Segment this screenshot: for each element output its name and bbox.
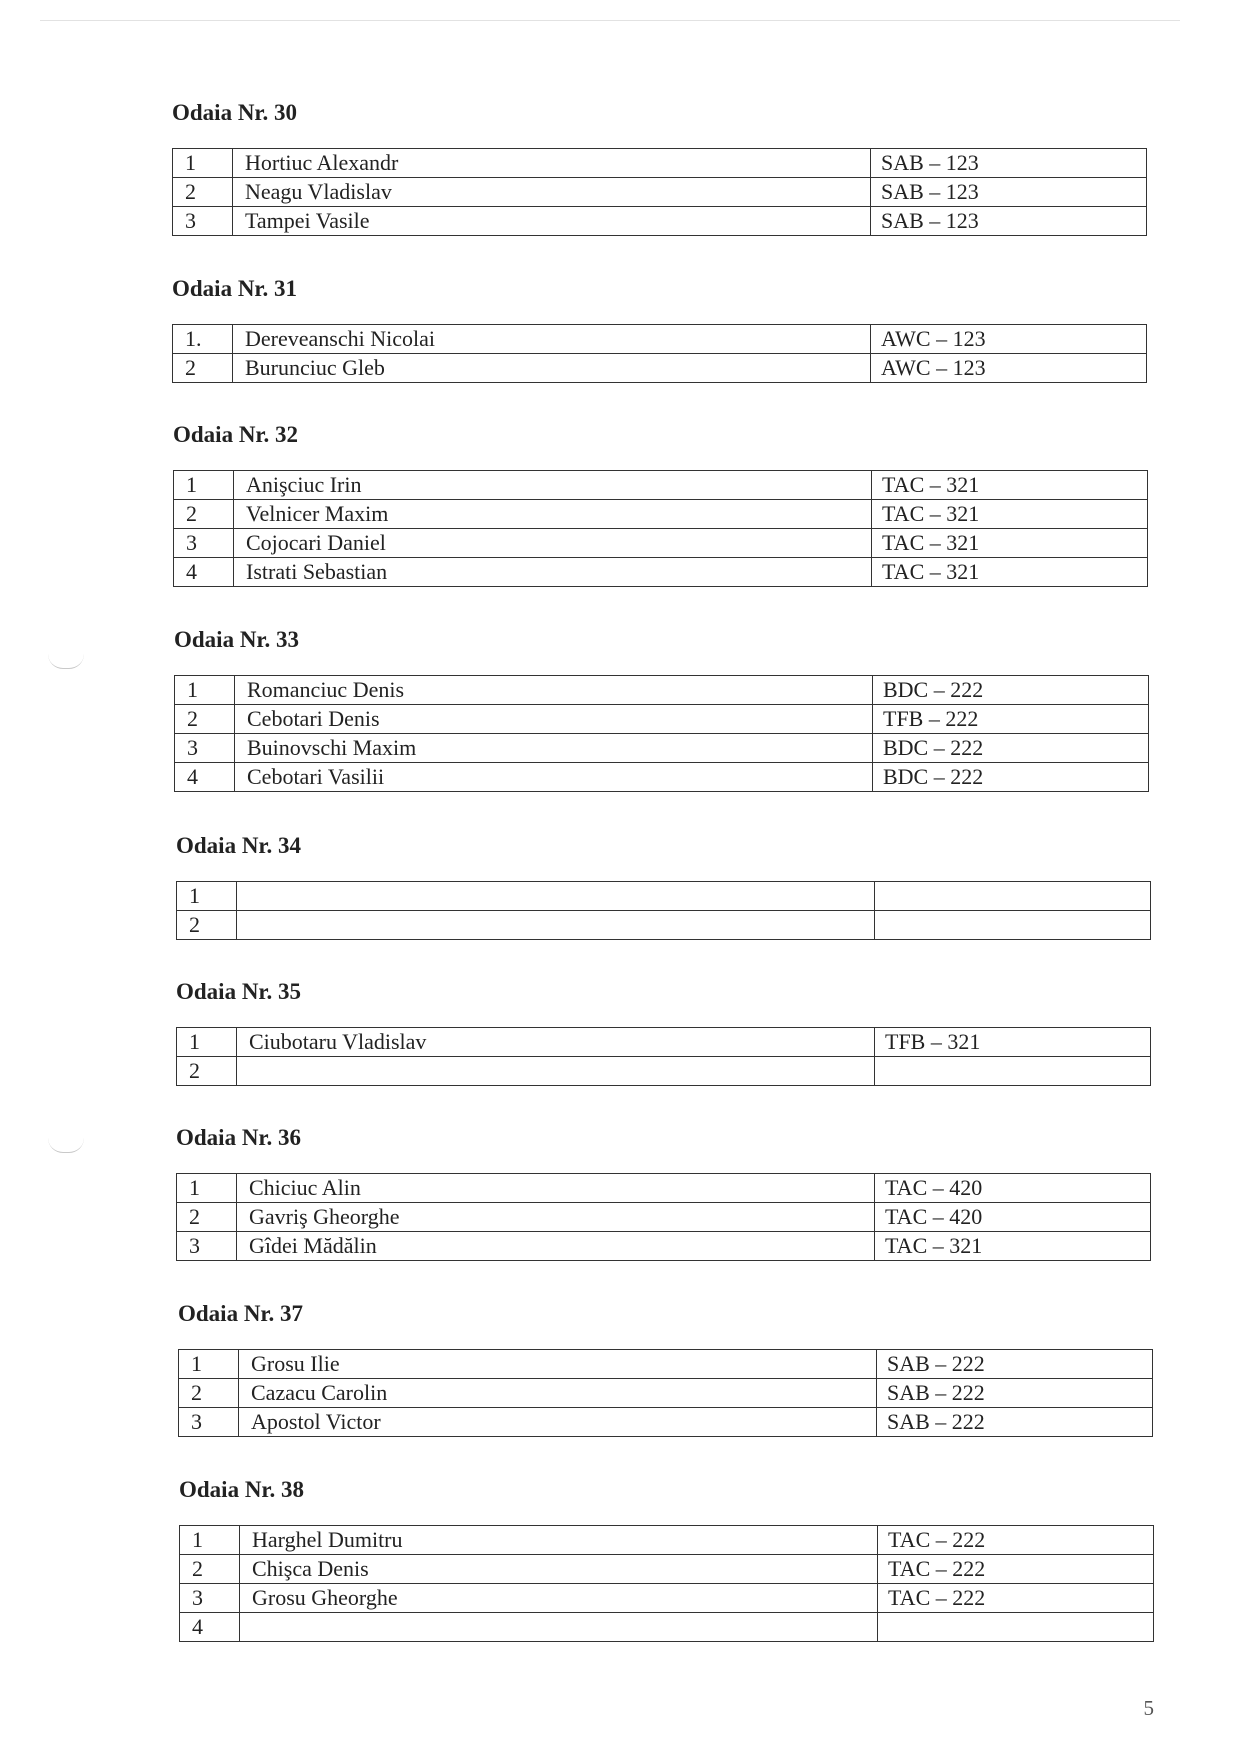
table-row bbox=[177, 1057, 1151, 1086]
room-title: Odaia Nr. 30 bbox=[172, 100, 298, 125]
student-name: Chişca Denis bbox=[240, 1555, 878, 1584]
student-group: TFB – 321 bbox=[875, 1028, 1151, 1057]
table-row bbox=[177, 1232, 1151, 1261]
room-title: Odaia Nr. 36 bbox=[176, 1125, 302, 1150]
room-title: Odaia Nr. 33 bbox=[174, 627, 300, 652]
student-name: Apostol Victor bbox=[239, 1408, 877, 1437]
student-name bbox=[240, 1613, 878, 1642]
student-name: Dereveanschi Nicolai bbox=[233, 325, 871, 354]
student-group: TAC – 321 bbox=[872, 529, 1148, 558]
table-row bbox=[173, 325, 1147, 354]
table-row bbox=[173, 207, 1147, 236]
page-number: 5 bbox=[1143, 1696, 1154, 1720]
table-row bbox=[173, 149, 1147, 178]
student-name: Cebotari Denis bbox=[235, 705, 873, 734]
table-row bbox=[174, 471, 1148, 500]
row-number: 1 bbox=[173, 149, 233, 178]
student-name: Grosu Ilie bbox=[239, 1350, 877, 1379]
row-number: 2 bbox=[177, 911, 237, 940]
table-row bbox=[177, 1174, 1151, 1203]
room-table bbox=[174, 675, 1149, 792]
table-row bbox=[179, 1408, 1153, 1437]
room-title: Odaia Nr. 31 bbox=[172, 276, 298, 301]
table-row bbox=[173, 178, 1147, 207]
room-section bbox=[178, 1301, 1153, 1437]
room-table bbox=[176, 1173, 1151, 1261]
room-table bbox=[172, 324, 1147, 383]
room-table bbox=[178, 1349, 1153, 1437]
student-group: TAC – 222 bbox=[878, 1555, 1154, 1584]
row-number: 1 bbox=[175, 676, 235, 705]
student-name: Neagu Vladislav bbox=[233, 178, 871, 207]
room-title: Odaia Nr. 35 bbox=[176, 979, 302, 1004]
student-name bbox=[237, 1057, 875, 1086]
row-number: 1 bbox=[174, 471, 234, 500]
student-group: SAB – 123 bbox=[871, 207, 1147, 236]
room-section bbox=[172, 276, 1147, 383]
table-row bbox=[179, 1350, 1153, 1379]
student-group: BDC – 222 bbox=[873, 763, 1149, 792]
room-table bbox=[179, 1525, 1154, 1642]
row-number: 1 bbox=[177, 1174, 237, 1203]
student-group: BDC – 222 bbox=[873, 734, 1149, 763]
student-group: AWC – 123 bbox=[871, 354, 1147, 383]
student-name: Romanciuc Denis bbox=[235, 676, 873, 705]
student-name: Cazacu Carolin bbox=[239, 1379, 877, 1408]
student-group: SAB – 123 bbox=[871, 149, 1147, 178]
row-number: 1 bbox=[177, 882, 237, 911]
row-number: 3 bbox=[180, 1584, 240, 1613]
student-group bbox=[875, 1057, 1151, 1086]
row-number: 3 bbox=[175, 734, 235, 763]
row-number: 3 bbox=[179, 1408, 239, 1437]
room-section bbox=[174, 627, 1149, 792]
student-group: AWC – 123 bbox=[871, 325, 1147, 354]
table-row bbox=[174, 500, 1148, 529]
student-group: TAC – 321 bbox=[872, 558, 1148, 587]
row-number: 4 bbox=[180, 1613, 240, 1642]
room-table bbox=[176, 1027, 1151, 1086]
student-name: Gîdei Mădălin bbox=[237, 1232, 875, 1261]
room-section bbox=[179, 1477, 1154, 1642]
room-section bbox=[176, 1125, 1151, 1261]
student-name: Hortiuc Alexandr bbox=[233, 149, 871, 178]
student-name bbox=[237, 882, 875, 911]
row-number: 3 bbox=[174, 529, 234, 558]
row-number: 2 bbox=[179, 1379, 239, 1408]
room-section bbox=[176, 979, 1151, 1086]
student-group: TFB – 222 bbox=[873, 705, 1149, 734]
student-group: TAC – 321 bbox=[872, 471, 1148, 500]
room-section bbox=[173, 422, 1148, 587]
row-number: 1. bbox=[173, 325, 233, 354]
row-number: 4 bbox=[175, 763, 235, 792]
table-row bbox=[177, 911, 1151, 940]
table-row bbox=[175, 734, 1149, 763]
student-group: SAB – 222 bbox=[877, 1379, 1153, 1408]
table-row bbox=[180, 1555, 1154, 1584]
table-row bbox=[180, 1526, 1154, 1555]
room-table bbox=[176, 881, 1151, 940]
table-row bbox=[177, 1028, 1151, 1057]
student-name: Buinovschi Maxim bbox=[235, 734, 873, 763]
table-row bbox=[173, 354, 1147, 383]
row-number: 1 bbox=[177, 1028, 237, 1057]
table-row bbox=[175, 676, 1149, 705]
row-number: 2 bbox=[174, 500, 234, 529]
room-section bbox=[176, 833, 1151, 940]
table-row bbox=[180, 1584, 1154, 1613]
student-group: TAC – 321 bbox=[875, 1232, 1151, 1261]
student-name bbox=[237, 911, 875, 940]
student-name: Cojocari Daniel bbox=[234, 529, 872, 558]
room-title: Odaia Nr. 37 bbox=[178, 1301, 304, 1326]
room-table bbox=[172, 148, 1147, 236]
table-row bbox=[175, 705, 1149, 734]
student-name: Anişciuc Irin bbox=[234, 471, 872, 500]
row-number: 3 bbox=[177, 1232, 237, 1261]
student-name: Velnicer Maxim bbox=[234, 500, 872, 529]
student-group: SAB – 123 bbox=[871, 178, 1147, 207]
row-number: 2 bbox=[173, 354, 233, 383]
student-name: Tampei Vasile bbox=[233, 207, 871, 236]
room-title: Odaia Nr. 32 bbox=[173, 422, 299, 447]
student-group bbox=[875, 882, 1151, 911]
row-number: 1 bbox=[179, 1350, 239, 1379]
student-group bbox=[878, 1613, 1154, 1642]
row-number: 4 bbox=[174, 558, 234, 587]
student-group: SAB – 222 bbox=[877, 1408, 1153, 1437]
table-row bbox=[175, 763, 1149, 792]
row-number: 3 bbox=[173, 207, 233, 236]
student-name: Gavriş Gheorghe bbox=[237, 1203, 875, 1232]
room-table bbox=[173, 470, 1148, 587]
table-row bbox=[177, 1203, 1151, 1232]
student-name: Harghel Dumitru bbox=[240, 1526, 878, 1555]
table-row bbox=[180, 1613, 1154, 1642]
room-title: Odaia Nr. 38 bbox=[179, 1477, 305, 1502]
student-name: Grosu Gheorghe bbox=[240, 1584, 878, 1613]
student-group: TAC – 420 bbox=[875, 1174, 1151, 1203]
student-name: Chiciuc Alin bbox=[237, 1174, 875, 1203]
student-group: TAC – 222 bbox=[878, 1526, 1154, 1555]
row-number: 2 bbox=[175, 705, 235, 734]
student-group: SAB – 222 bbox=[877, 1350, 1153, 1379]
student-name: Istrati Sebastian bbox=[234, 558, 872, 587]
student-group: BDC – 222 bbox=[873, 676, 1149, 705]
student-group: TAC – 321 bbox=[872, 500, 1148, 529]
student-name: Cebotari Vasilii bbox=[235, 763, 873, 792]
room-title: Odaia Nr. 34 bbox=[176, 833, 302, 858]
table-row bbox=[177, 882, 1151, 911]
table-row bbox=[174, 558, 1148, 587]
row-number: 2 bbox=[177, 1057, 237, 1086]
table-row bbox=[179, 1379, 1153, 1408]
row-number: 2 bbox=[173, 178, 233, 207]
row-number: 2 bbox=[180, 1555, 240, 1584]
room-section bbox=[172, 100, 1147, 236]
row-number: 2 bbox=[177, 1203, 237, 1232]
student-name: Ciubotaru Vladislav bbox=[237, 1028, 875, 1057]
table-row bbox=[174, 529, 1148, 558]
student-group: TAC – 420 bbox=[875, 1203, 1151, 1232]
student-group bbox=[875, 911, 1151, 940]
student-name: Burunciuc Gleb bbox=[233, 354, 871, 383]
row-number: 1 bbox=[180, 1526, 240, 1555]
student-group: TAC – 222 bbox=[878, 1584, 1154, 1613]
